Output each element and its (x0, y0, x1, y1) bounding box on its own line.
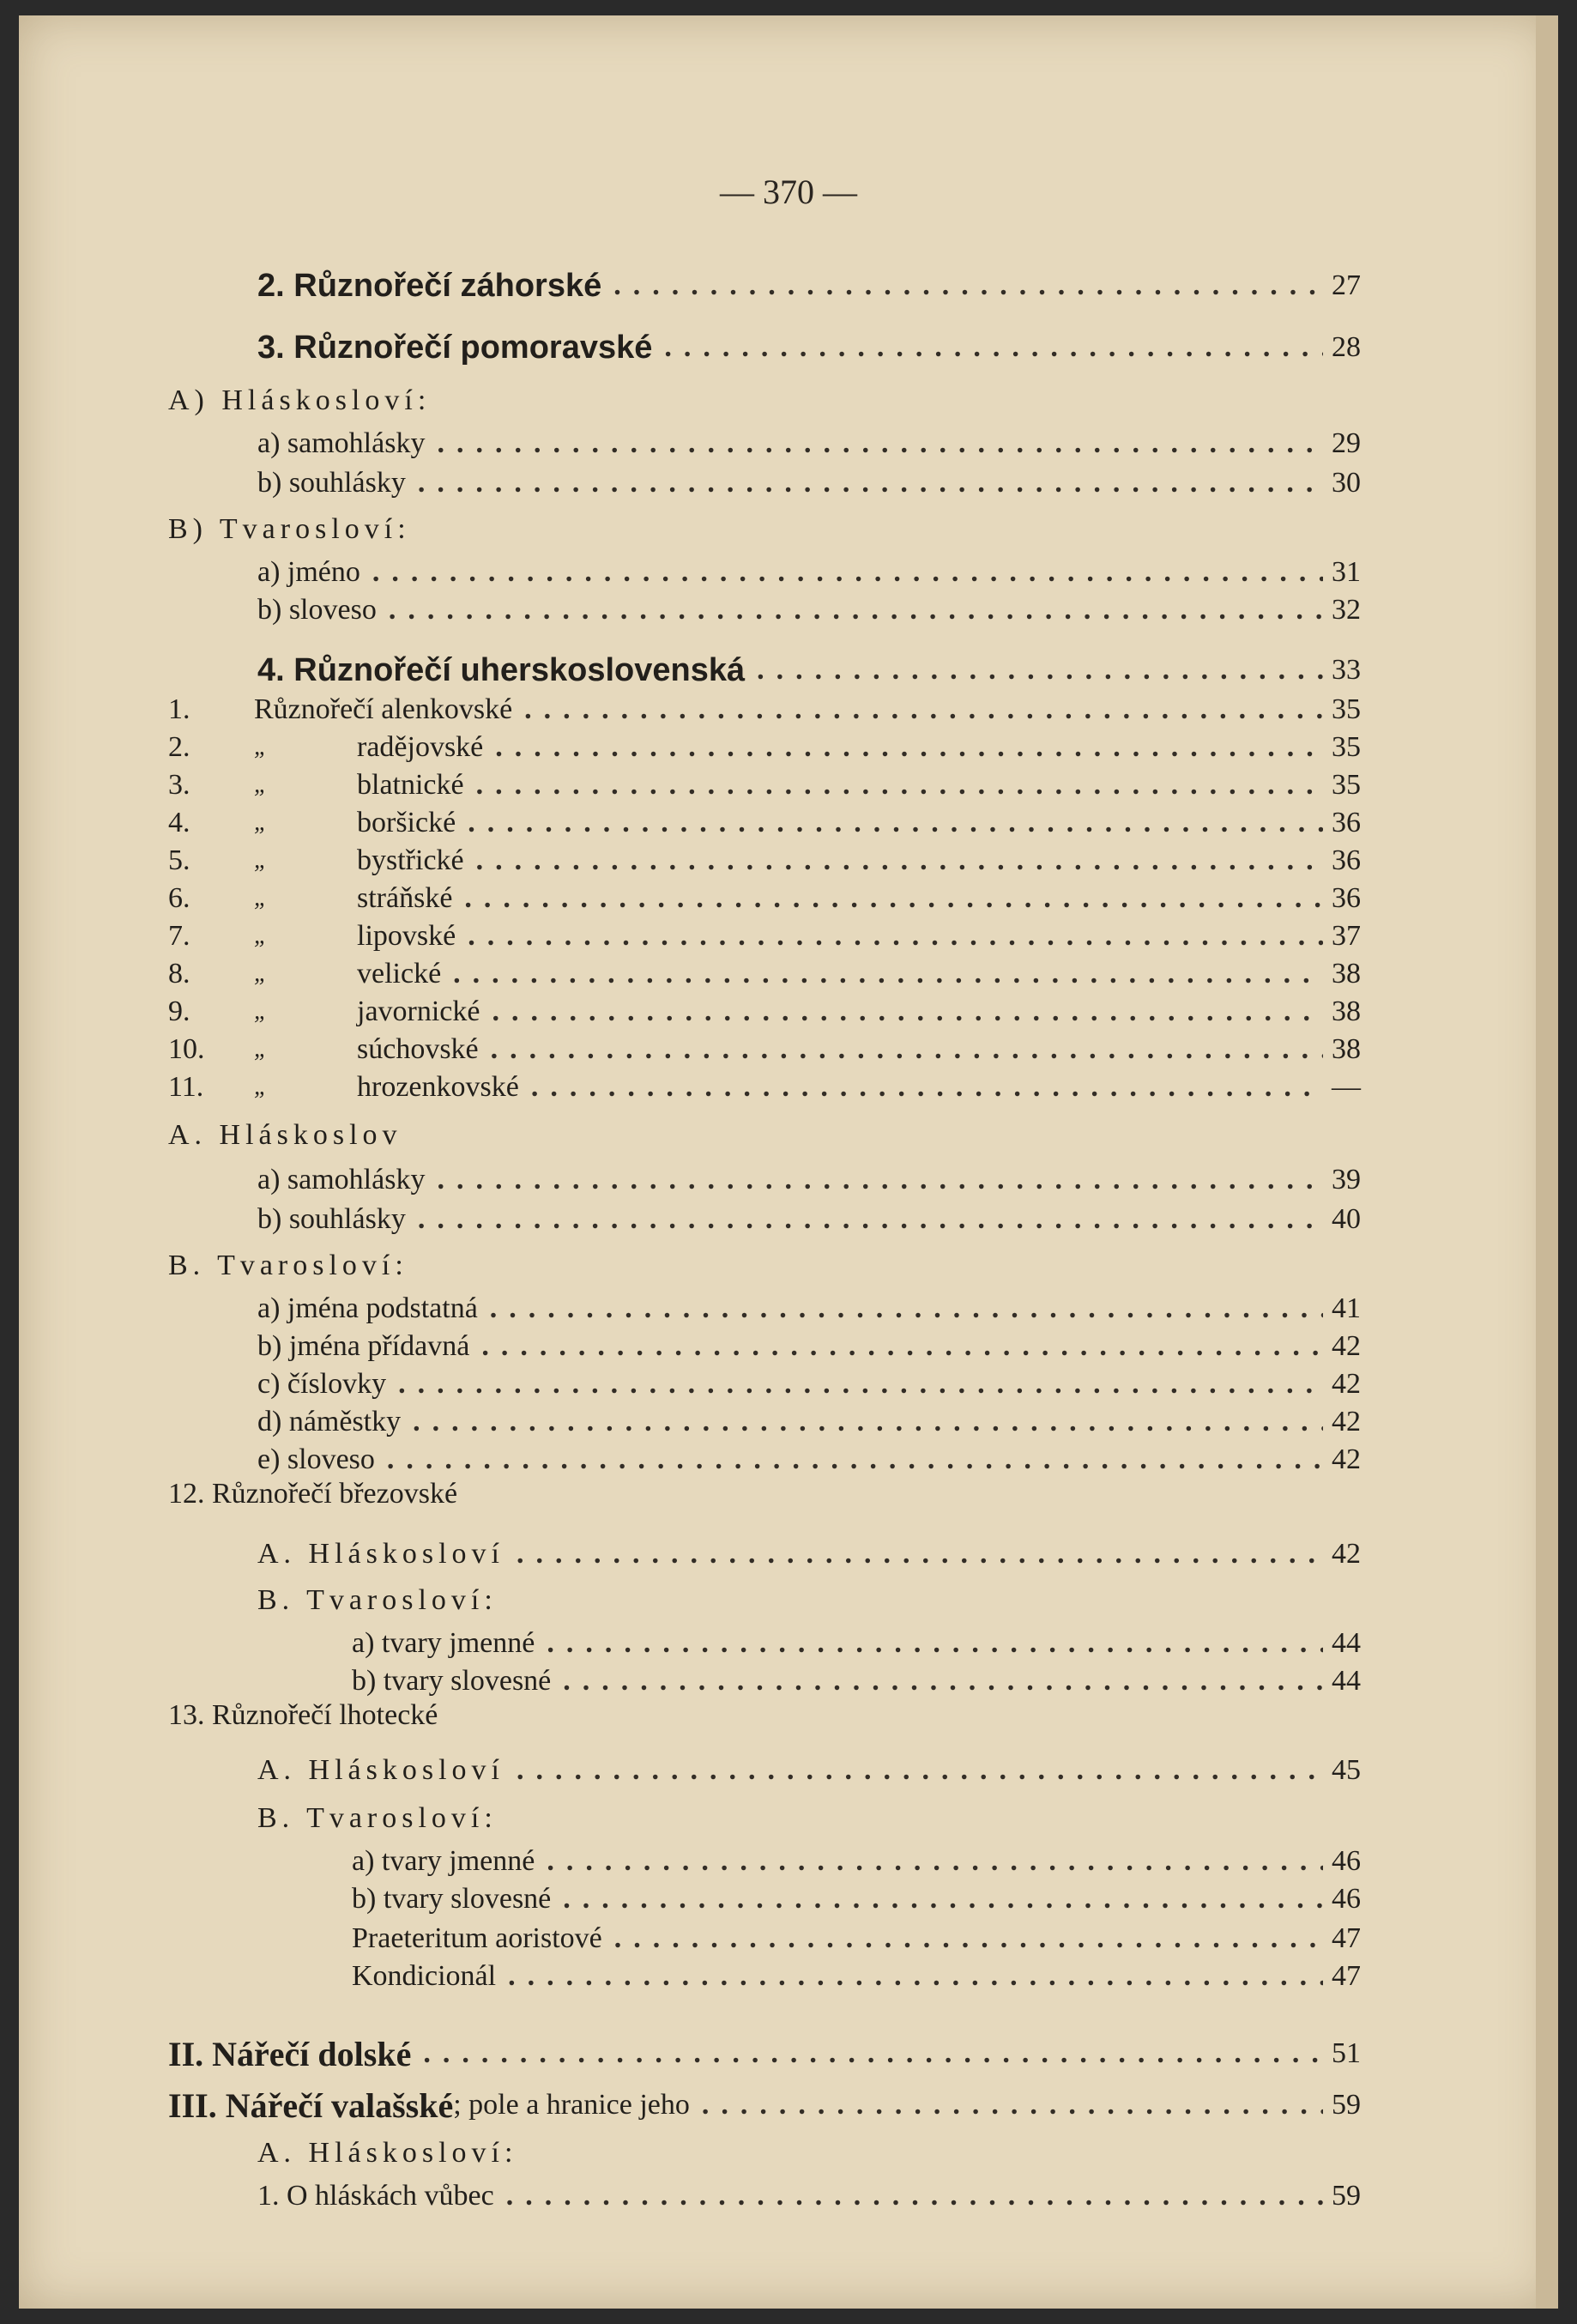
entry-label: II. Nářečí dolské (168, 2034, 412, 2073)
entry-page: 41 (1332, 1292, 1361, 1324)
entry-number: 7. (168, 920, 190, 952)
entry-page: 31 (1332, 556, 1361, 588)
toc-entry (168, 917, 1361, 956)
ditto-mark: „ (254, 1036, 268, 1062)
entry-page: 42 (1332, 1443, 1361, 1475)
entry-page: 40 (1332, 1203, 1361, 1235)
entry-label: a) tvary jmenné (352, 1627, 535, 1659)
toc-entry (257, 651, 1361, 690)
entry-label: a) jména podstatná (257, 1292, 478, 1324)
entry-page: 37 (1332, 920, 1361, 952)
toc-entry (257, 1365, 1361, 1404)
entry-label: e) sloveso (257, 1443, 375, 1475)
toc-entry (257, 2176, 1361, 2216)
section-heading: A. Hláskosloví: (257, 2137, 518, 2169)
entry-label: a) samohlásky (257, 427, 426, 459)
entry-page: 42 (1332, 1330, 1361, 1362)
ditto-mark: „ (254, 772, 268, 798)
entry-page: 29 (1332, 427, 1361, 459)
entry-page: 42 (1332, 1538, 1361, 1570)
section-heading: 13. Různořečí lhotecké (168, 1699, 438, 1731)
toc-entry (168, 803, 1361, 843)
entry-page: 38 (1332, 996, 1361, 1027)
entry-page: 45 (1332, 1754, 1361, 1786)
entry-label: bystřické (357, 844, 464, 876)
toc-entry (352, 1624, 1361, 1663)
ditto-mark: „ (254, 923, 268, 949)
entry-label: boršické (357, 807, 456, 838)
entry-page: 35 (1332, 769, 1361, 801)
entry-page: 35 (1332, 693, 1361, 725)
entry-page: 36 (1332, 807, 1361, 838)
entry-label: A. Hláskosloví (257, 1754, 505, 1786)
entry-page: 42 (1332, 1406, 1361, 1437)
toc-entry (168, 766, 1361, 805)
entry-label: stráňské (357, 882, 453, 914)
toc-entry (257, 1534, 1361, 1574)
entry-page: 46 (1332, 1845, 1361, 1877)
entry-page: 44 (1332, 1665, 1361, 1697)
ditto-mark: „ (254, 1074, 268, 1100)
entry-label: b) souhlásky (257, 1203, 406, 1235)
toc-entry (168, 1030, 1361, 1069)
entry-page: 28 (1332, 331, 1361, 363)
entry-sublabel: ; pole a hranice jeho (453, 2089, 690, 2121)
page-number: — 370 — (720, 172, 857, 211)
entry-label: 2. Různořečí záhorské (257, 267, 602, 304)
entry-label: hrozenkovské (357, 1071, 519, 1103)
entry-page: 30 (1332, 467, 1361, 499)
section-heading: B. Tvarosloví: (257, 1584, 498, 1616)
entry-page: 59 (1332, 2089, 1361, 2121)
section-heading: 12. Různořečí březovské (168, 1478, 458, 1510)
toc-entry (352, 1957, 1361, 1996)
entry-page: 27 (1332, 269, 1361, 301)
toc-entry (257, 424, 1361, 463)
section-heading: B. Tvarosloví: (257, 1802, 498, 1834)
entry-label: b) sloveso (257, 594, 377, 626)
ditto-mark: „ (254, 809, 268, 836)
toc-entry (352, 1879, 1361, 1919)
entry-page: 51 (1332, 2037, 1361, 2069)
entry-label: Kondicionál (352, 1960, 497, 1992)
entry-label: 1. O hláskách vůbec (257, 2180, 494, 2212)
toc-entry (168, 841, 1361, 881)
toc-entry (257, 1160, 1361, 1200)
section-heading: B) Tvarosloví: (168, 513, 411, 545)
ditto-mark: „ (254, 885, 268, 911)
entry-label: 3. Různořečí pomoravské (257, 329, 653, 366)
entry-label: III. Nářečí valašské (168, 2085, 454, 2125)
entry-number: 11. (168, 1071, 204, 1103)
entry-label: velické (357, 958, 442, 990)
entry-label: b) tvary slovesné (352, 1883, 552, 1915)
entry-number: 1. (168, 693, 190, 725)
entry-label: Různořečí alenkovské (254, 693, 513, 725)
entry-label: blatnické (357, 769, 464, 801)
entry-page: 59 (1332, 2180, 1361, 2212)
entry-label: b) jména přídavná (257, 1330, 470, 1362)
entry-number: 5. (168, 844, 190, 876)
toc-entry (257, 1402, 1361, 1442)
entry-page: 47 (1332, 1922, 1361, 1954)
entry-page: 39 (1332, 1164, 1361, 1195)
ditto-mark: „ (254, 734, 268, 760)
toc-entry (257, 463, 1361, 503)
entry-label: javornické (357, 996, 480, 1027)
toc-entry (168, 728, 1361, 767)
ditto-mark: „ (254, 998, 268, 1025)
section-heading: A. Hláskoslov (168, 1119, 402, 1151)
entry-page: 33 (1332, 654, 1361, 686)
toc-entry (168, 992, 1361, 1032)
entry-label: a) tvary jmenné (352, 1845, 535, 1877)
toc-entry (257, 1289, 1361, 1328)
entry-label: b) souhlásky (257, 467, 406, 499)
toc-entry (257, 553, 1361, 592)
toc-entry (257, 328, 1361, 367)
entry-page: — (1332, 1071, 1361, 1103)
entry-label: Praeteritum aoristové (352, 1922, 602, 1954)
entry-number: 3. (168, 769, 190, 801)
entry-page: 46 (1332, 1883, 1361, 1915)
entry-page: 44 (1332, 1627, 1361, 1659)
entry-number: 8. (168, 958, 190, 990)
entry-label: A. Hláskosloví (257, 1538, 505, 1570)
toc-entry (352, 1842, 1361, 1881)
entry-page: 36 (1332, 844, 1361, 876)
toc-entry (168, 2085, 1361, 2125)
entry-page: 38 (1332, 1033, 1361, 1065)
toc-entry (257, 590, 1361, 630)
entry-label: súchovské (357, 1033, 479, 1065)
section-heading: B. Tvarosloví: (168, 1250, 408, 1281)
toc-entry (257, 1440, 1361, 1480)
entry-number: 4. (168, 807, 190, 838)
entry-number: 9. (168, 996, 190, 1027)
entry-label: c) číslovky (257, 1368, 387, 1400)
toc-entry (168, 1068, 1361, 1107)
toc-entry (352, 1919, 1361, 1958)
entry-page: 35 (1332, 731, 1361, 763)
entry-page: 32 (1332, 594, 1361, 626)
ditto-mark: „ (254, 847, 268, 874)
entry-page: 47 (1332, 1960, 1361, 1992)
entry-label: b) tvary slovesné (352, 1665, 552, 1697)
page-edge (1536, 15, 1558, 2309)
entry-label: lipovské (357, 920, 456, 952)
entry-page: 42 (1332, 1368, 1361, 1400)
entry-number: 2. (168, 731, 190, 763)
entry-label: a) jméno (257, 556, 360, 588)
entry-number: 10. (168, 1033, 205, 1065)
entry-label: radějovské (357, 731, 484, 763)
section-heading: A) Hláskosloví: (168, 384, 432, 416)
toc-entry (257, 1200, 1361, 1239)
entry-label: 4. Různořečí uherskoslovenská (257, 651, 746, 688)
ditto-mark: „ (254, 960, 268, 987)
toc-entry (257, 266, 1361, 306)
entry-page: 36 (1332, 882, 1361, 914)
toc-entry (168, 2034, 1361, 2073)
toc-entry (168, 954, 1361, 994)
entry-number: 6. (168, 882, 190, 914)
toc-entry (168, 690, 1361, 729)
toc-entry (257, 1327, 1361, 1366)
toc-entry (352, 1661, 1361, 1701)
entry-label: d) náměstky (257, 1406, 402, 1437)
toc-entry (168, 879, 1361, 918)
entry-page: 38 (1332, 958, 1361, 990)
toc-entry (257, 1751, 1361, 1790)
entry-label: a) samohlásky (257, 1164, 426, 1195)
